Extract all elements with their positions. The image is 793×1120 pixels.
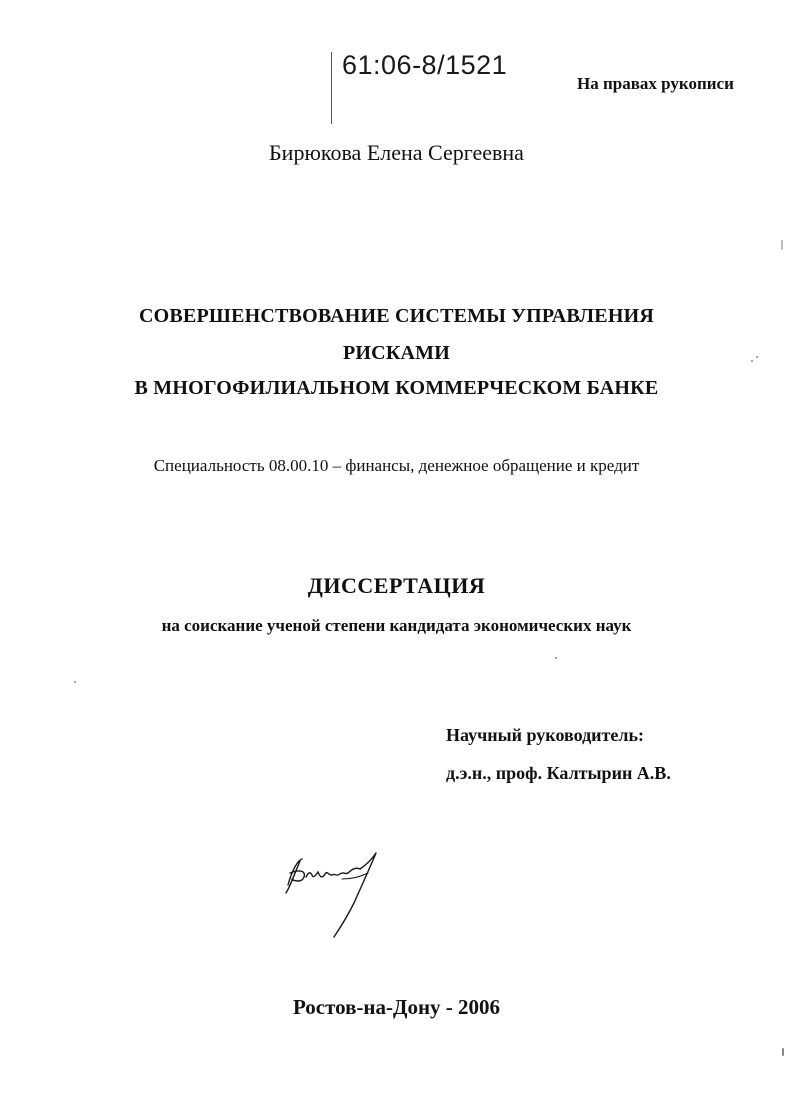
- handwritten-signature: [280, 845, 390, 940]
- thesis-title-line-1: СОВЕРШЕНСТВОВАНИЕ СИСТЕМЫ УПРАВЛЕНИЯ: [139, 305, 654, 327]
- degree-line: на соискание ученой степени кандидата экономических наук: [161, 616, 632, 635]
- scan-speck: [751, 360, 753, 362]
- scan-speck: [756, 356, 758, 358]
- thesis-title-line-2: РИСКАМИ: [343, 342, 450, 364]
- author-name: Бирюкова Елена Сергеевна: [269, 140, 524, 165]
- scan-speck: [782, 1048, 784, 1056]
- thesis-title-line-3: В МНОГОФИЛИАЛЬНОМ КОММЕРЧЕСКОМ БАНКЕ: [134, 377, 659, 399]
- specialty-line: Специальность 08.00.10 – финансы, денежное обращение и кредит: [153, 456, 640, 475]
- rights-note: На правах рукописи: [577, 74, 734, 93]
- scan-speck: [555, 657, 557, 659]
- document-type: ДИССЕРТАЦИЯ: [307, 573, 486, 598]
- stamp-divider: [331, 52, 332, 124]
- scan-speck: [74, 681, 76, 683]
- supervisor-name: д.э.н., проф. Калтырин А.В.: [446, 763, 671, 783]
- scan-speck: [781, 240, 783, 250]
- city-and-year: Ростов-на-Дону - 2006: [292, 995, 501, 1019]
- archive-stamp-number: 61:06-8/1521: [342, 50, 508, 80]
- supervisor-label: Научный руководитель:: [446, 725, 644, 745]
